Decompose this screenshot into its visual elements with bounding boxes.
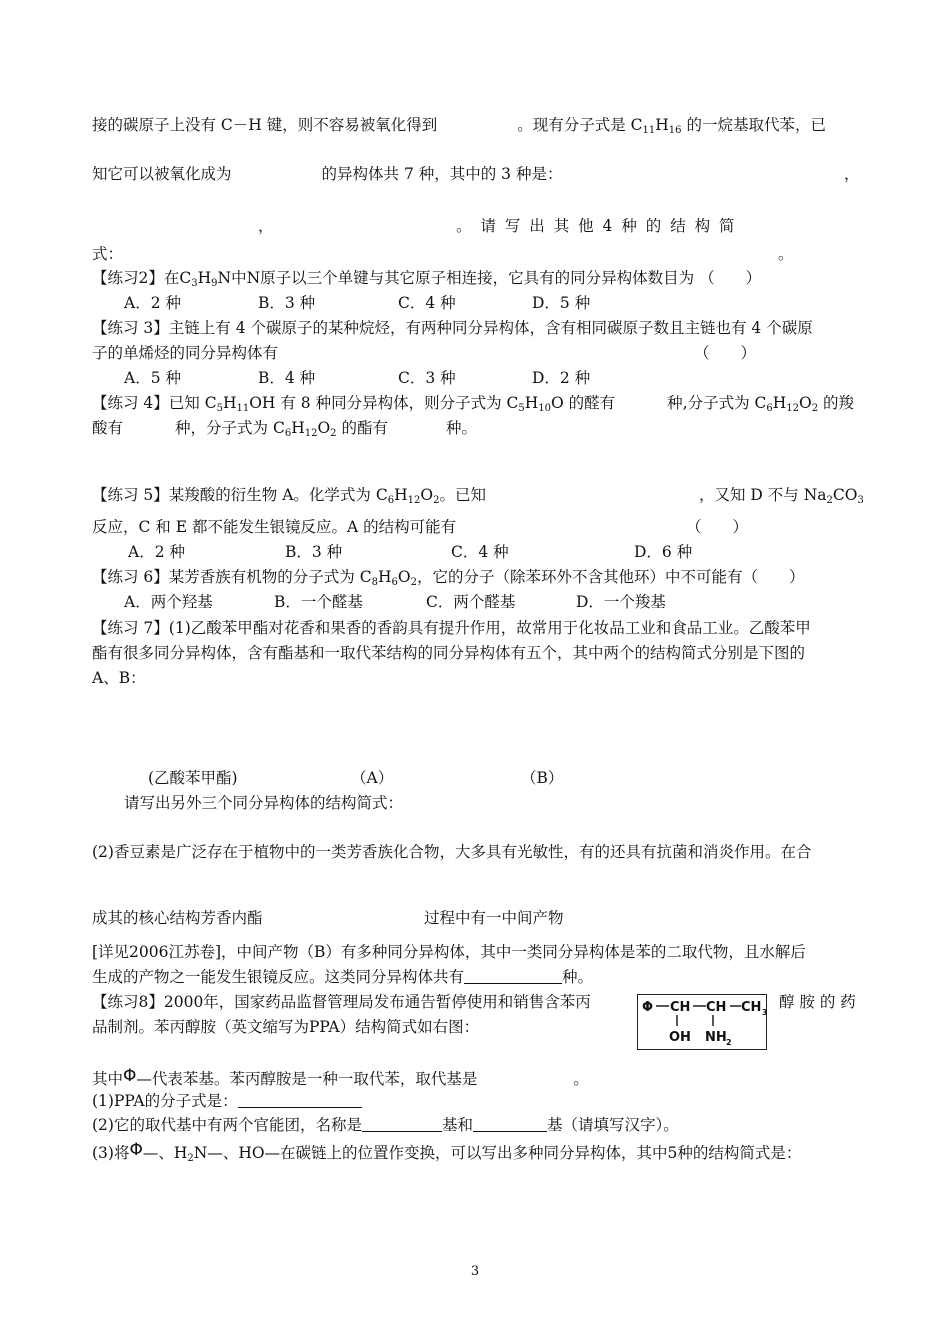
page-number: 3 xyxy=(470,1264,480,1279)
exercise-3-question: 【练习 3】主链上有 4 个碳原子的某种烷烃，有两种同分异构体，含有相同碳原子数且主链也有 4 个碳原 xyxy=(92,319,813,337)
text-line: 酸有 种，分子式为 $C_6H_{12}O_2$ 的酯有 种。 xyxy=(92,419,477,439)
struct-sub: 2 xyxy=(726,1038,732,1047)
phi-symbol: Φ xyxy=(129,1140,143,1160)
answer-paren: （ ） xyxy=(686,518,749,536)
text-line: [详见2006江苏卷]，中间产物（B）有多种同分异构体，其中一类同分异构体是苯的二取代物，且水解后 xyxy=(92,943,806,961)
option: A．2 种 xyxy=(128,543,185,561)
text-line: 品制剂。苯丙醇胺（英文缩写为PPA）结构简式如右图： xyxy=(92,1018,480,1036)
answer-blank[interactable] xyxy=(464,969,562,984)
option: B．3 种 xyxy=(258,294,316,312)
exercise-8-question: 【练习8】2000年，国家药品监督管理局发布通告暂停使用和销售含苯丙 xyxy=(92,993,591,1011)
ppa-structure xyxy=(637,994,767,1050)
text-line: (3)将Φ—、$H_2N—$、HO—在碳链上的位置作变换，可以写出多种同分异构体，其中5种的结构简式是： xyxy=(92,1140,802,1164)
option: C．两个醛基 xyxy=(426,593,516,611)
text-line: 成其的核心结构芳香内酯 xyxy=(92,909,263,927)
structure-label: （A） xyxy=(351,769,394,787)
text-line: 过程中有一中间产物 xyxy=(424,909,564,927)
text-line: 醇 胺 的 药 xyxy=(779,993,856,1011)
struct-oh: OH xyxy=(669,1030,691,1045)
text-line: (1)PPA的分子式是： xyxy=(92,1091,362,1111)
text-line: 其中Φ—代表苯基。苯丙醇胺是一种一取代苯，取代基是 。 xyxy=(92,1066,589,1088)
struct-ch: CH xyxy=(706,1000,727,1015)
structure-label: (乙酸苯甲酯) xyxy=(148,769,238,787)
text-line: 。 xyxy=(778,245,794,263)
struct-ch3: CH xyxy=(741,1000,762,1015)
text-line: (2)香豆素是广泛存在于植物中的一类芳香族化合物，大多具有光敏性，有的还具有抗菌和消炎作用。在合 xyxy=(92,843,812,861)
exercise-2-question: 【练习2】在$C_3H_9N$中N原子以三个单键与其它原子相连接，它具有的同分异构体数目为 （ ） xyxy=(92,269,762,289)
text-line: ， xyxy=(844,165,860,183)
option: A．2 种 xyxy=(124,294,181,312)
phi-symbol: Φ xyxy=(642,1000,654,1015)
text-line: 生成的产物之一能发生银镜反应。这类同分异构体共有 种。 xyxy=(92,968,594,986)
text-line: 反应，C 和 E 都不能发生银镜反应。A 的结构可能有 xyxy=(92,518,457,536)
option: D．2 种 xyxy=(532,369,591,387)
exercise-5-question: 【练习 5】某羧酸的衍生物 A。化学式为 $C_6H_{12}O_2$。已知 xyxy=(92,486,486,506)
option: A．两个羟基 xyxy=(124,593,213,611)
text-line: ，又知 D 不与 $Na_2CO_3$ xyxy=(699,486,864,506)
option: B．一个醛基 xyxy=(274,593,363,611)
text-line: 接的碳原子上没有 C－H 键，则不容易被氧化得到 。现有分子式是 $C_{11}H_{16}$ 的一烷基取代苯，已 xyxy=(92,116,826,136)
option: C．4 种 xyxy=(451,543,509,561)
answer-paren: （ ） xyxy=(694,344,757,362)
option: D．5 种 xyxy=(532,294,591,312)
text-line: 酯有很多同分异构体，含有酯基和一取代苯结构的同分异构体有五个，其中两个的结构简式分别是下图的 xyxy=(92,644,806,662)
exercise-6-question: 【练习 6】某芳香族有机物的分子式为 $C_8H_6O_2$，它的分子（除苯环外不含其他环）中不可能有（ ） xyxy=(92,568,805,588)
text-line: 。 请 写 出 其 他 4 种 的 结 构 简 xyxy=(456,217,735,235)
answer-blank[interactable] xyxy=(473,1117,547,1132)
text-line: 子的单烯烃的同分异构体有 xyxy=(92,344,279,362)
option: C．3 种 xyxy=(398,369,456,387)
text-line: ， xyxy=(258,217,274,235)
phi-symbol: Φ xyxy=(123,1066,137,1086)
text-line: (2)它的取代基中有两个官能团，名称是 基和 基（请填写汉字）。 xyxy=(92,1116,679,1134)
option: D．6 种 xyxy=(634,543,693,561)
struct-nh: NH xyxy=(705,1030,727,1045)
option: A．5 种 xyxy=(124,369,181,387)
answer-blank[interactable] xyxy=(238,1093,362,1108)
option: B．3 种 xyxy=(285,543,343,561)
structure-label: （B） xyxy=(521,769,564,787)
struct-ch: CH xyxy=(670,1000,691,1015)
exercise-7-question: 【练习 7】(1)乙酸苯甲酯对花香和果香的香韵具有提升作用，故常用于化妆品工业和食品工业。乙酸苯甲 xyxy=(92,619,811,637)
answer-blank[interactable] xyxy=(362,1117,442,1132)
text-line: 知它可以被氧化成为 的异构体共 7 种，其中的 3 种是： xyxy=(92,165,563,183)
text-line: A、B： xyxy=(92,669,146,687)
exercise-4-question: 【练习 4】已知 $C_5H_{11}OH$ 有 8 种同分异构体，则分子式为 $C_5H_{10}O$ 的醛有 种,分子式为 $C_6H_{12}O_2$ 的羧 xyxy=(92,394,855,414)
text-line: 请写出另外三个同分异构体的结构简式： xyxy=(124,794,404,812)
struct-sub: 3 xyxy=(762,1008,768,1017)
text-line: 式： xyxy=(92,245,124,263)
option: C．4 种 xyxy=(398,294,456,312)
option: B．4 种 xyxy=(258,369,316,387)
option: D．一个羧基 xyxy=(576,593,666,611)
